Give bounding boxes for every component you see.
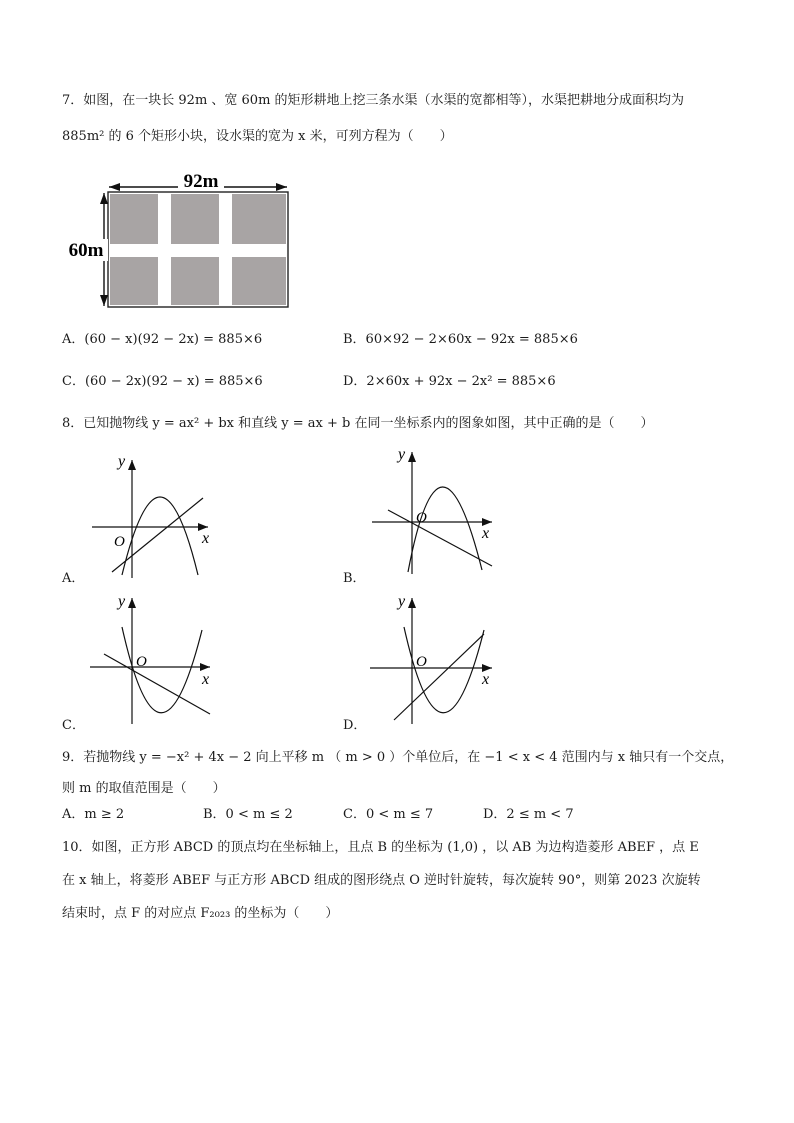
parabola-c [122, 627, 202, 713]
q8-option-c[interactable]: C． [62, 718, 85, 733]
q8-option-b[interactable]: B． [343, 571, 366, 586]
q9-option-a[interactable]: A．m ≥ 2 [62, 807, 125, 822]
svg-text:O: O [136, 654, 147, 670]
svg-text:y: y [118, 593, 126, 610]
q7-option-a[interactable]: A．(60 − x)(92 − 2x) = 885×6 [62, 332, 263, 347]
line-c [104, 654, 210, 714]
svg-text:O: O [114, 534, 125, 550]
q10-text-line1: 10．如图，正方形 ABCD 的顶点均在坐标轴上，且点 B 的坐标为 (1,0) ，以 AB 为边构造菱形 ABEF ，点 E [62, 840, 699, 855]
q9-option-d[interactable]: D．2 ≤ m < 7 [483, 807, 574, 822]
svg-text:O: O [416, 510, 427, 526]
q10-text-line3: 结束时，点 F 的对应点 F₂₀₂₃ 的坐标为（ ） [62, 906, 339, 921]
q9-option-b[interactable]: B．0 < m ≤ 2 [203, 807, 293, 822]
q8-graph-c [80, 592, 230, 727]
q8-text-line1: 8．已知抛物线 y = ax² + bx 和直线 y = ax + b 在同一坐标系内的图象如图，其中正确的是（ ） [62, 416, 654, 431]
q8-graph-b [360, 446, 510, 581]
svg-text:x: x [202, 671, 210, 688]
q7-option-b[interactable]: B．60×92 − 2×60x − 92x = 885×6 [343, 332, 578, 347]
q10-text-line2: 在 x 轴上，将菱形 ABEF 与正方形 ABCD 组成的图形绕点 O 逆时针旋转，每次旋转 90°，则第 2023 次旋转 [62, 873, 701, 888]
width-label: 60m [68, 240, 104, 261]
q7-option-d[interactable]: D．2×60x + 92x − 2x² = 885×6 [343, 374, 556, 389]
q8-graph-a [80, 452, 230, 582]
plot-4 [110, 257, 158, 305]
q7-option-c[interactable]: C．(60 − 2x)(92 − x) = 885×6 [62, 374, 263, 389]
svg-text:x: x [202, 530, 210, 547]
svg-text:O: O [416, 654, 427, 670]
q7-text-line2: 885m² 的 6 个矩形小块，设水渠的宽为 x 米，可列方程为（ ） [62, 129, 453, 144]
q9-text-line2: 则 m 的取值范围是（ ） [62, 781, 226, 796]
plot-3 [232, 194, 286, 244]
q7-text-line1: 7．如图，在一块长 92m 、宽 60m 的矩形耕地上挖三条水渠（水渠的宽都相等），水渠把耕地分成面积均为 [62, 93, 685, 108]
line-b [388, 510, 492, 566]
plot-5 [171, 257, 219, 305]
svg-text:x: x [482, 525, 490, 542]
plot-2 [171, 194, 219, 244]
parabola-a [122, 497, 198, 575]
q8-option-a[interactable]: A． [62, 571, 85, 586]
svg-text:y: y [118, 453, 126, 470]
parabola-b [408, 487, 482, 572]
plot-6 [232, 257, 286, 305]
line-d [394, 634, 484, 720]
svg-text:x: x [482, 671, 490, 688]
q9-option-c[interactable]: C．0 < m ≤ 7 [343, 807, 434, 822]
q8-graph-d [360, 592, 510, 727]
length-label: 92m [183, 171, 219, 192]
plot-1 [110, 194, 158, 244]
q8-option-d[interactable]: D． [343, 718, 367, 733]
q7-field-figure [60, 165, 300, 315]
svg-text:y: y [398, 446, 406, 463]
q9-text-line1: 9．若抛物线 y = −x² + 4x − 2 向上平移 m （ m > 0 ）个单位后，在 −1 < x < 4 范围内与 x 轴只有一个交点， [62, 750, 734, 765]
line-a [112, 498, 203, 572]
svg-text:y: y [398, 593, 406, 610]
